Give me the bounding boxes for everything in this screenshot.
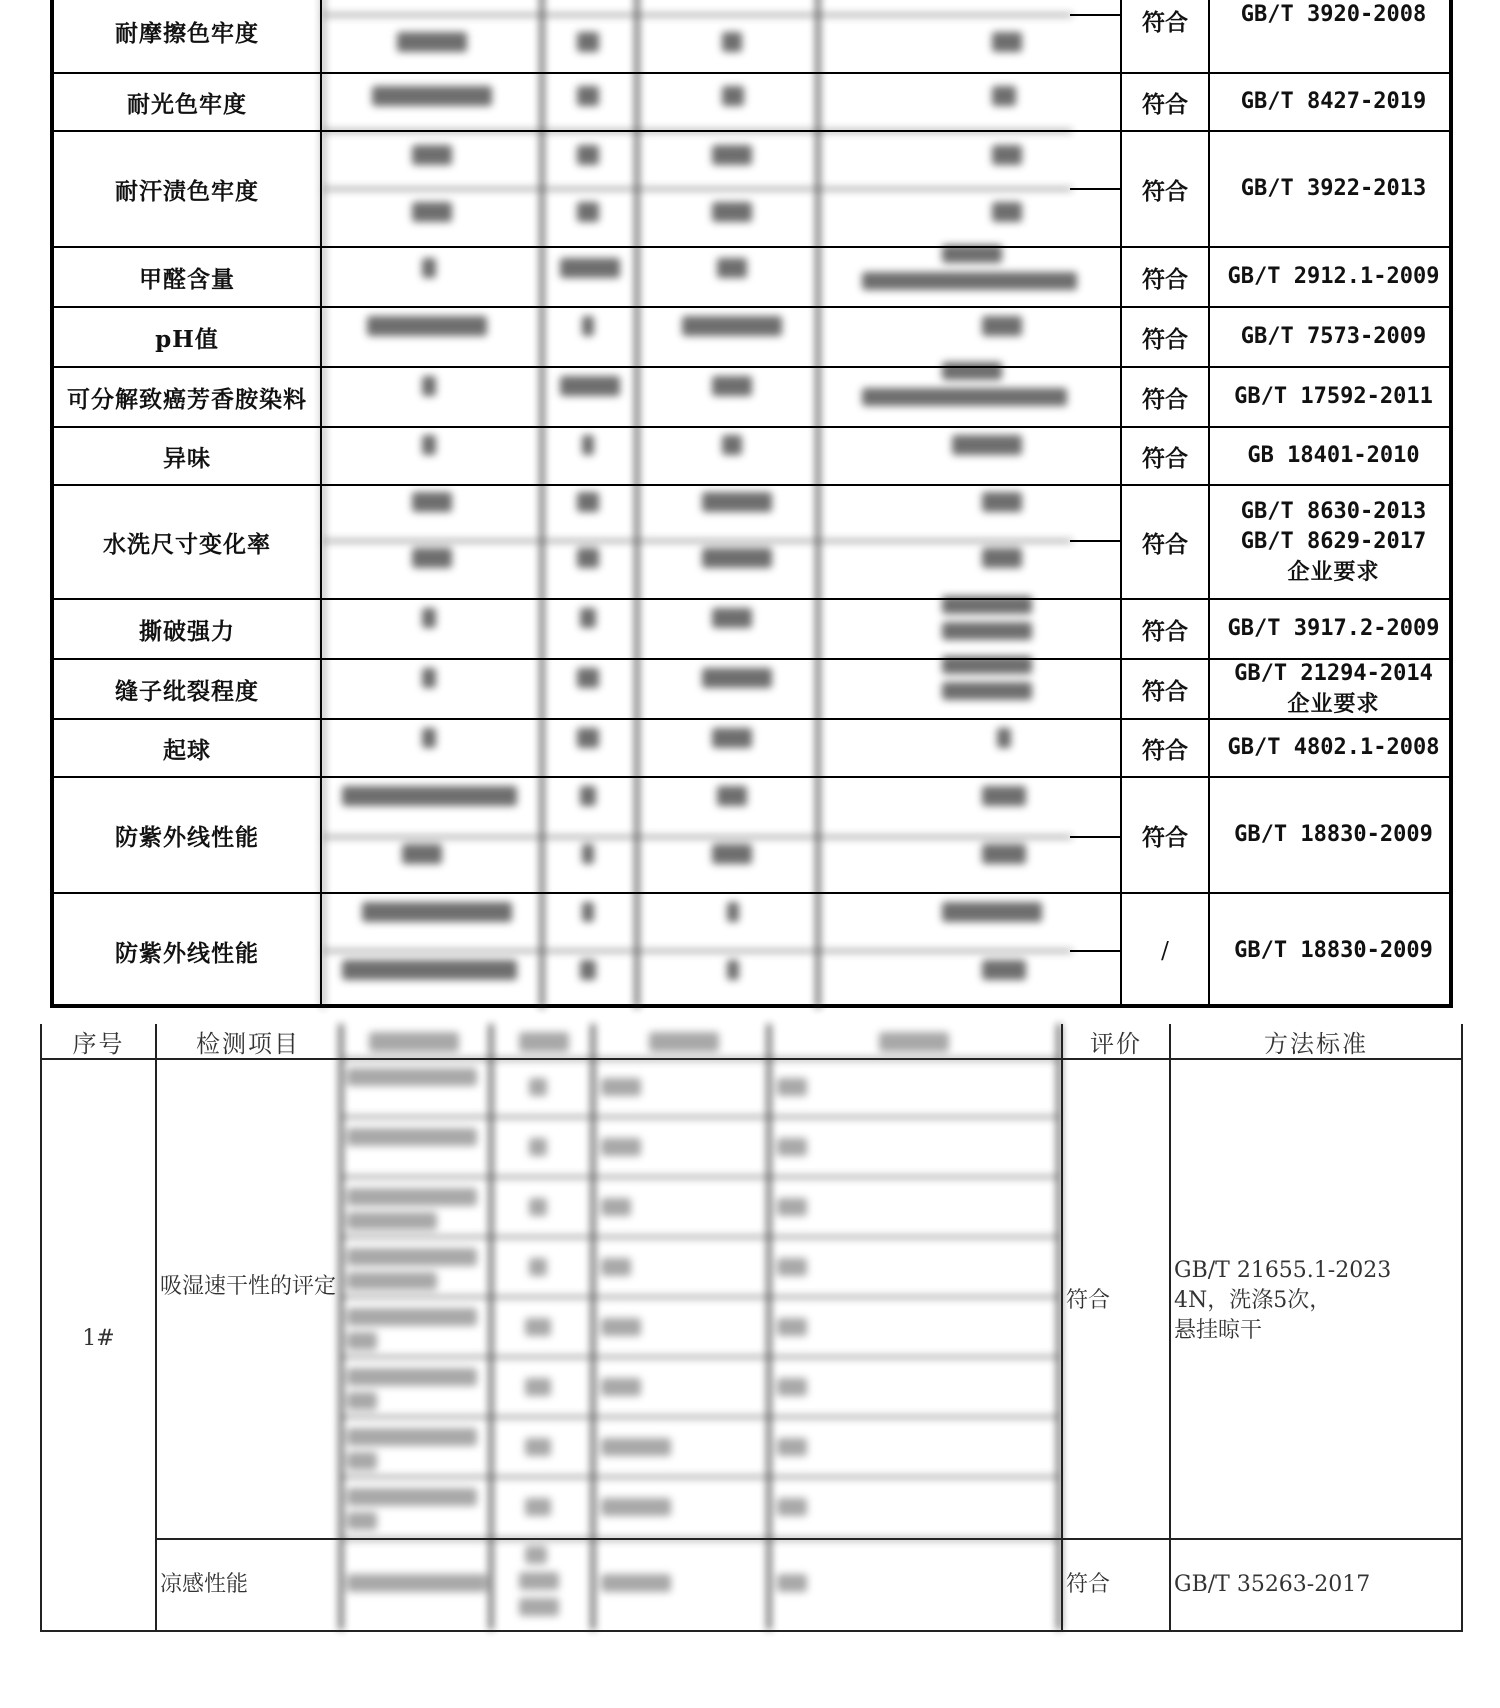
method-line: GB/T 17592-2011 [1234,384,1433,409]
method-line: GB/T 7573-2009 [1240,324,1427,349]
method-standard [1174,1256,1459,1346]
evaluation: 符合 [1066,1288,1111,1313]
method-standard [1210,0,1457,72]
method-line: GB 18401-2010 [1247,443,1420,468]
test-item: 起球 [163,736,211,764]
table-row [54,248,1449,308]
test-item: 耐光色牢度 [127,90,247,118]
table-row [54,132,1449,248]
test-item: 防紫外线性能 [115,823,259,851]
test-item: 凉感性能 [160,1572,249,1597]
test-item: 防紫外线性能 [115,939,259,967]
method-line: GB/T 3920-2008 [1240,2,1427,27]
method-standard [1210,600,1457,658]
method-standard [1210,778,1457,892]
method-standard [1210,368,1457,426]
evaluation: / [1161,938,1169,964]
method-line: GB/T 21294-2014 [1234,661,1433,686]
test-item: 异味 [163,444,211,472]
table-row [54,0,1449,74]
test-item: 缝子纰裂程度 [115,677,259,705]
evaluation: 符合 [1142,90,1188,118]
evaluation: 符合 [1142,736,1188,764]
evaluation: 符合 [1142,9,1188,36]
evaluation: 符合 [1142,265,1188,293]
method-line: GB/T 8630-2013 [1240,499,1427,524]
method-standard [1210,308,1457,366]
test-item: 耐汗渍色牢度 [115,177,259,205]
method-line: GB/T 2912.1-2009 [1227,264,1440,289]
test-item: 耐摩擦色牢度 [115,19,259,47]
method-line: GB/T 8427-2019 [1240,89,1427,114]
method-line: GB/T 21655.1-2023 [1174,1258,1392,1283]
method-line: GB/T 3917.2-2009 [1227,616,1440,641]
test-item: 吸湿速干性的评定 [160,1274,337,1299]
method-standard [1210,428,1457,484]
method-standard [1210,132,1457,246]
method-line: GB/T 18830-2009 [1234,938,1433,963]
evaluation: 符合 [1142,177,1188,205]
method-line: GB/T 4802.1-2008 [1227,735,1440,760]
evaluation: 符合 [1142,530,1188,558]
table-row [54,308,1449,368]
table-row [54,428,1449,486]
table-row [54,600,1449,660]
method-line: GB/T 8629-2017 [1240,529,1427,554]
header-evaluation: 评价 [1090,1029,1142,1058]
evaluation: 符合 [1142,617,1188,645]
test-item: pH值 [155,325,219,353]
header-method: 方法标准 [1264,1029,1368,1058]
method-line: 4N，洗涤5次， [1174,1288,1332,1313]
table-row [54,720,1449,778]
method-standard [1210,486,1457,598]
header-test-item: 检测项目 [196,1029,300,1058]
sample-id: 1# [82,1326,115,1351]
table-row [54,74,1449,132]
test-item: 撕破强力 [139,617,235,645]
table-row [54,368,1449,428]
test-item: 可分解致癌芳香胺染料 [67,385,307,413]
method-line: GB/T 18830-2009 [1234,822,1433,847]
method-standard [1174,1570,1370,1600]
method-line: 企业要求 [1287,559,1380,585]
evaluation: 符合 [1142,677,1188,705]
evaluation: 符合 [1142,385,1188,413]
evaluation: 符合 [1142,444,1188,472]
redacted-detail-columns [339,1024,1061,1630]
method-standard [1210,660,1457,718]
header-serial: 序号 [72,1029,125,1058]
test-results-table-lower [40,1024,1463,1632]
method-line: 悬挂晾干 [1174,1318,1263,1343]
method-line: GB/T 3922-2013 [1240,176,1427,201]
method-standard [1210,74,1457,130]
evaluation: 符合 [1142,823,1188,851]
test-results-table-upper [50,0,1453,1008]
method-line: GB/T 35263-2017 [1174,1572,1371,1597]
evaluation: 符合 [1066,1572,1111,1597]
method-line: 企业要求 [1287,691,1380,717]
test-item: 甲醛含量 [139,265,235,293]
method-standard [1210,248,1457,306]
table-row [54,778,1449,894]
method-standard [1210,894,1457,1008]
table-row [54,894,1449,1008]
method-standard [1210,720,1457,776]
table-row [54,486,1449,600]
evaluation: 符合 [1142,325,1188,353]
table-row [54,660,1449,720]
test-item: 水洗尺寸变化率 [103,530,271,558]
